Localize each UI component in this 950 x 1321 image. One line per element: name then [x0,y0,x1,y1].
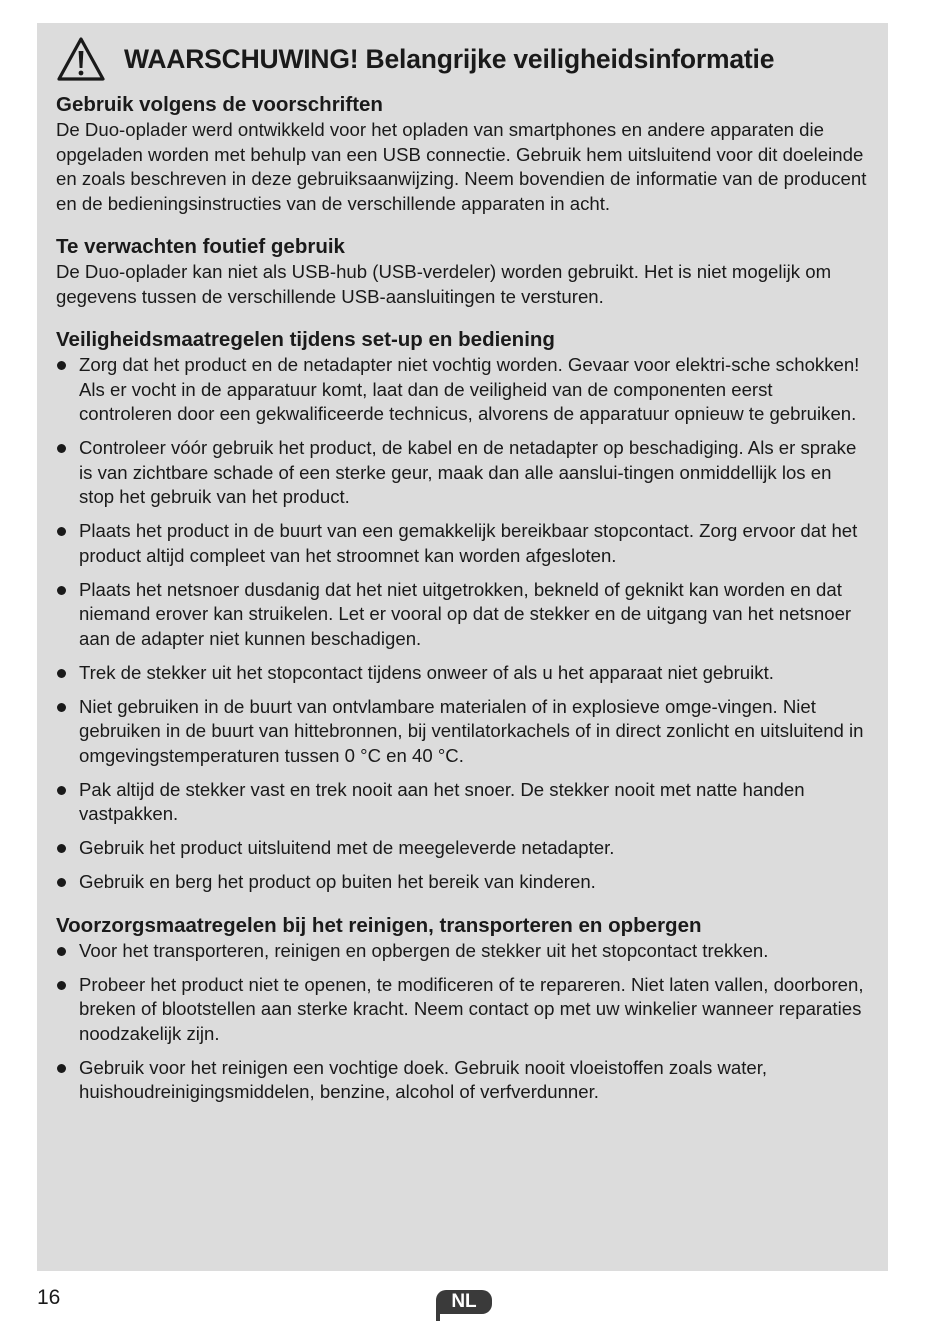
bullet-icon [57,444,66,453]
bullet-icon [57,786,66,795]
bullet-icon [57,703,66,712]
bullet-icon [57,669,66,678]
list-item [56,353,870,427]
warning-panel [37,23,888,1271]
list-item-text: Gebruik het product uitsluitend met de meegeleverde netadapter. [79,837,615,858]
list-item [56,870,870,895]
list-item-text: Gebruik voor het reinigen een vochtige doek. Gebruik nooit vloeistoffen zoals water, huishoudreinigingsmiddelen, benzine, alcohol of verfverdunner. [79,1056,768,1102]
list-item [56,661,870,686]
bullet-icon [57,586,66,595]
bullet-icon [57,878,66,887]
list-item-text: Trek de stekker uit het stopcontact tijdens onweer of als u het apparaat niet gebruikt. [79,661,774,683]
list-item [56,836,870,861]
list-item-text: Plaats het product in de buurt van een gemakkelijk bereikbaar stopcontact. Zorg ervoor dat het product altijd compleet van het stroomnet kan worden afgesloten. [79,520,858,566]
bullet-icon [57,981,66,990]
list-item [56,778,870,827]
cleaning-list [56,939,870,1105]
bullet-icon [57,844,66,853]
section-heading-intended-use: Gebruik volgens de voorschriften [56,93,383,116]
section-heading-safety-setup: Veiligheidsmaatregelen tijdens set-up en bediening [56,328,555,351]
section-text-intended-use: De Duo-oplader werd ontwikkeld voor het opladen van smartphones en andere apparaten die opgeladen worden met behulp van een USB connectie. Gebruik hem uitsluitend voor dit doeleinde en zoals beschreven in deze gebruiksaanwijzing. Neem bovendien de informatie van de producent en de bedieningsinstructies van de verschillende apparaten in acht. [56,119,867,214]
list-item-text: Niet gebruiken in de buurt van ontvlambare materialen of in explosieve omge-vingen. Niet gebruiken in de buurt van hittebronnen, bij ventilatorkachels of in direct zonlicht en uitsluitend in omgevingstemperaturen tussen 0 °C en 40 °C. [79,695,864,766]
bullet-icon [57,947,66,956]
list-item [56,973,870,1047]
list-item [56,436,870,510]
bullet-icon [57,527,66,536]
warning-header [56,33,870,85]
list-item [56,939,870,964]
section-heading-cleaning: Voorzorgsmaatregelen bij het reinigen, transporteren en opbergen [56,913,702,937]
list-item-text: Gebruik en berg het product op buiten het bereik van kinderen. [79,871,596,892]
warning-triangle-icon [56,36,106,82]
list-item [56,578,870,652]
list-item [56,1056,870,1105]
list-item-text: Zorg dat het product en de netadapter niet vochtig worden. Gevaar voor elektri-sche schokken! Als er vocht in de apparatuur komt, laat dan de veiligheid van de componenten eerst controleren door een gekwalificeerde technicus, alvorens de apparatuur opnieuw te gebruiken. [79,354,860,424]
list-item-text: Pak altijd de stekker vast en trek nooit aan het snoer. De stekker nooit met natte handen vastpakken. [79,778,805,824]
list-item-text: Controleer vóór gebruik het product, de kabel en de netadapter op beschadiging. Als er sprake is van zichtbare schade of een sterke geur, maak dan alle aanslui-tingen onmiddellijk los en stop het gebruik van het product. [79,437,857,507]
list-item-text: Voor het transporteren, reinigen en opbergen de stekker uit het stopcontact trekken. [79,939,769,961]
page-title: WAARSCHUWING! Belangrijke veiligheidsinformatie [124,43,775,74]
list-item-text: Probeer het product niet te openen, te modificeren of te repareren. Niet laten vallen, doorboren, breken of blootstellen aan sterke kracht. Neem contact op met uw winkelier wanneer reparaties noodzakelijk zijn. [79,973,864,1044]
bullet-icon [57,1064,66,1073]
list-item [56,695,870,769]
safety-setup-list [56,353,870,895]
list-item-text: Plaats het netsnoer dusdanig dat het niet uitgetrokken, bekneld of geknikt kan worden en dat niemand erover kan struikelen. Let er vooral op dat de stekker en de uitgang van het netsnoer aan de adapter niet kunnen beschadigen. [79,578,852,649]
section-text-misuse: De Duo-oplader kan niet als USB-hub (USB-verdeler) worden gebruikt. Het is niet mogelijk om gegevens tussen de verschillende USB-aansluitingen te versturen. [56,261,832,307]
page-number: 16 [37,1286,61,1309]
language-badge: NL [436,1290,492,1314]
section-heading-misuse: Te verwachten foutief gebruik [56,235,345,258]
list-item [56,519,870,568]
bullet-icon [57,361,66,370]
